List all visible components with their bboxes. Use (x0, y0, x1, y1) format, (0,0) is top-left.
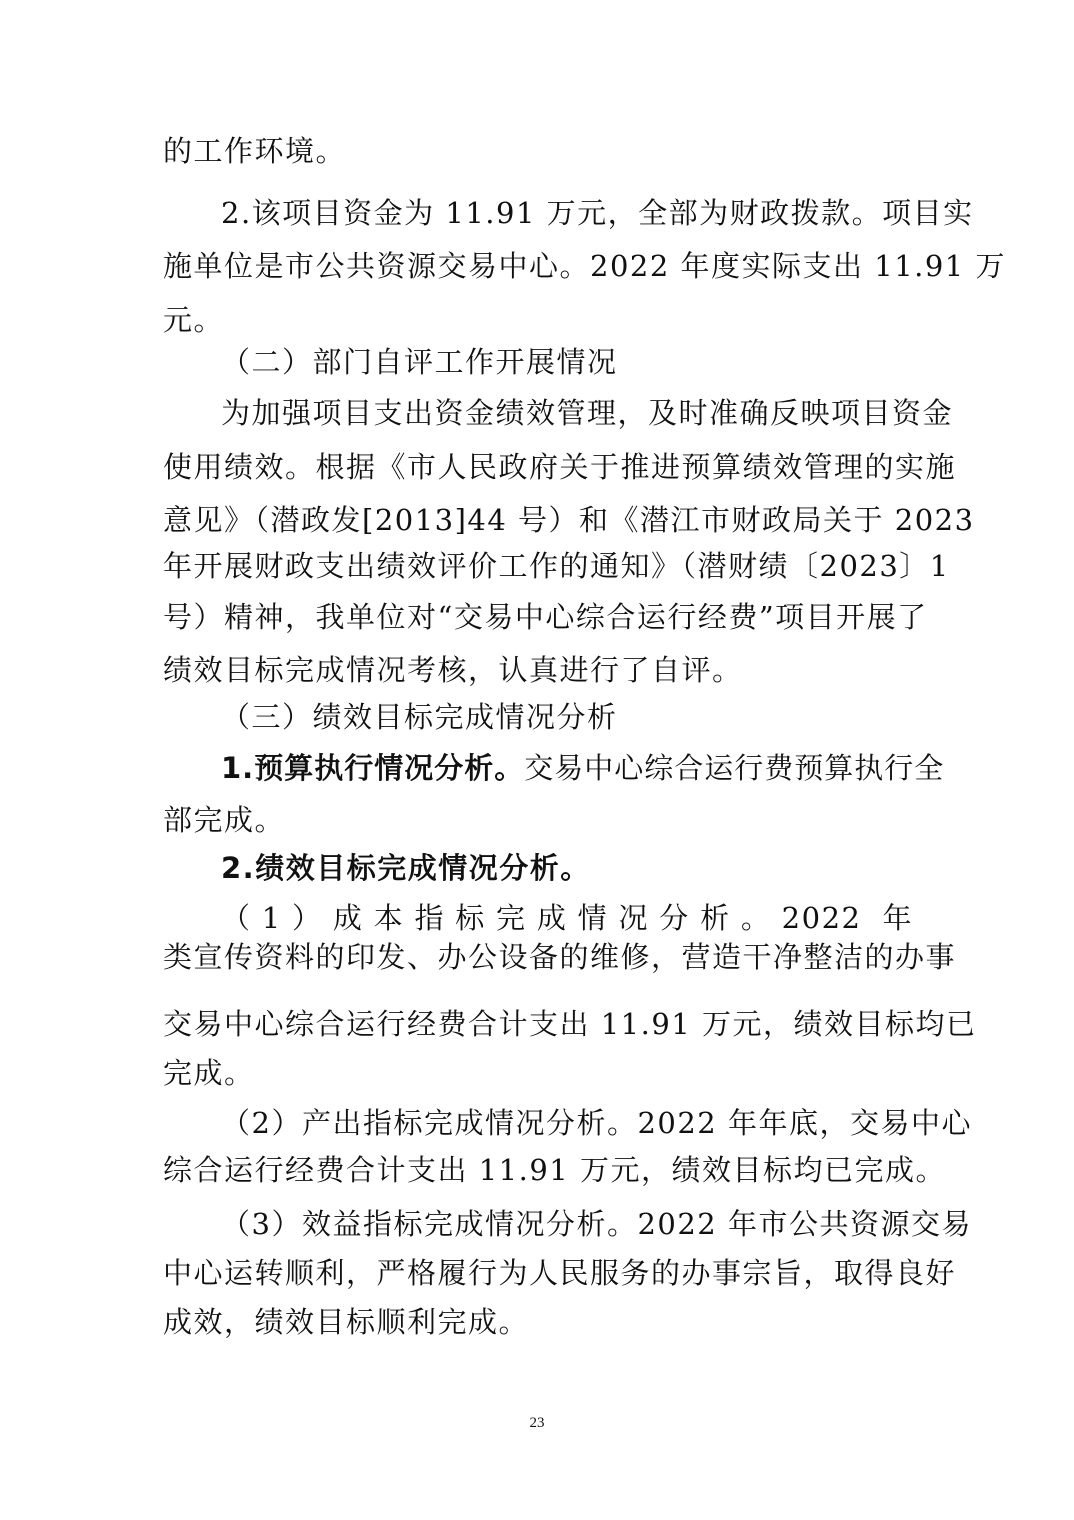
text-line: 部完成。 (163, 803, 286, 837)
text-line: 元。 (163, 303, 225, 337)
text-line: 为加强项目支出资金绩效管理，及时准确反映项目资金 (221, 396, 954, 430)
section-heading: （三）绩效目标完成情况分析 (221, 700, 618, 734)
text-line: （3）效益指标完成情况分析。2022 年市公共资源交易 (221, 1207, 972, 1241)
bold-heading: 2.绩效目标完成情况分析。 (221, 851, 591, 885)
text-line: 2.该项目资金为 11.91 万元，全部为财政拨款。项目实 (221, 196, 974, 230)
text-line: 中心运转顺利，严格履行为人民服务的办事宗旨，取得良好 (163, 1256, 957, 1290)
bold-heading: 1.预算执行情况分析。 (221, 751, 525, 785)
text-line: 绩效目标完成情况考核，认真进行了自评。 (163, 653, 743, 687)
text-line: 综合运行经费合计支出 11.91 万元，绩效目标均已完成。 (163, 1153, 946, 1187)
section-heading: （二）部门自评工作开展情况 (221, 345, 618, 379)
text-line: （2）产出指标完成情况分析。2022 年年底，交易中心 (221, 1106, 972, 1140)
text-line: 的工作环境。 (163, 134, 347, 168)
text-line: 完成。 (163, 1056, 255, 1090)
text-run: 交易中心综合运行费预算执行全 (524, 751, 945, 785)
text-line: 意见》（潜政发[2013]44 号）和《潜江市财政局关于 2023 (163, 503, 975, 537)
text-line: 号）精神，我单位对“交易中心综合运行经费”项目开展了 (163, 600, 928, 634)
text-line (221, 748, 945, 788)
text-line: （1）成本指标完成情况分析。2022 年 (221, 901, 913, 935)
text-line: 施单位是市公共资源交易中心。2022 年度实际支出 11.91 万 (163, 249, 1006, 283)
text-line: 使用绩效。根据《市人民政府关于推进预算绩效管理的实施 (163, 450, 957, 484)
page-number: 23 (529, 1415, 545, 1431)
text-line: 年开展财政支出绩效评价工作的通知》（潜财绩〔2023〕1 (163, 549, 950, 583)
text-line: 交易中心综合运行经费合计支出 11.91 万元，绩效目标均已 (163, 1007, 977, 1041)
text-line: 类宣传资料的印发、办公设备的维修，营造干净整洁的办事 (163, 940, 957, 974)
text-line: 成效，绩效目标顺利完成。 (163, 1305, 530, 1339)
